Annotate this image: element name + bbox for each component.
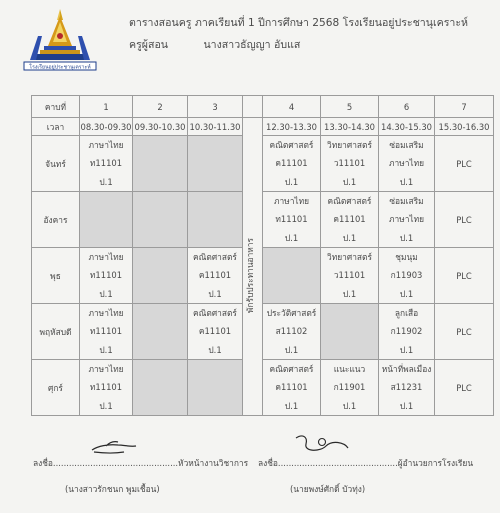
signature-left <box>88 436 148 458</box>
class-slot <box>188 304 243 360</box>
class-slot <box>188 248 243 304</box>
grade-level: ป.1 <box>284 400 299 411</box>
subject-name: ชุมนุม <box>395 251 418 262</box>
period-number: 4 <box>263 96 321 118</box>
subject-name: คณิตศาสตร์ <box>193 307 237 318</box>
grade-level: ป.1 <box>399 232 414 243</box>
class-slot-content <box>379 192 434 247</box>
subject-name: คณิตศาสตร์ <box>193 251 237 262</box>
grade-level: ป.1 <box>208 288 222 299</box>
day-name: พุธ <box>32 248 80 304</box>
course-code: ก11902 <box>390 326 423 337</box>
class-slot-content <box>80 304 132 359</box>
subject-name: ลูกเสือ <box>394 307 419 318</box>
grade-level: ป.1 <box>284 176 299 187</box>
empty-slot <box>188 136 243 192</box>
class-slot-content <box>321 192 378 247</box>
plc-slot: PLC <box>435 304 494 360</box>
day-name: จันทร์ <box>32 136 80 192</box>
subject-name: หน้าที่พลเมือง <box>381 363 432 374</box>
grade-level: ป.1 <box>399 400 414 411</box>
class-slot <box>263 304 321 360</box>
signature-right-line: ลงชื่อ.............................................ผู้อำนวยการโรงเรียน <box>258 458 474 468</box>
plc-slot: PLC <box>435 248 494 304</box>
empty-slot <box>80 192 133 248</box>
subject-name: ภาษาไทย <box>88 363 124 374</box>
grade-level: ป.1 <box>208 344 222 355</box>
course-code: ท11101 <box>275 214 308 225</box>
class-slot-content <box>80 360 132 415</box>
class-slot-content <box>263 360 320 415</box>
course-code: ก11903 <box>390 270 423 281</box>
period-number: 2 <box>133 96 188 118</box>
course-code: ท11101 <box>89 326 123 337</box>
class-slot <box>379 304 435 360</box>
class-slot-content <box>321 360 378 415</box>
time-label: เวลา <box>32 118 80 136</box>
grade-level: ป.1 <box>342 232 357 243</box>
time-slot: 14.30-15.30 <box>379 118 435 136</box>
signature-right <box>292 428 352 456</box>
class-slot-content <box>379 248 434 303</box>
time-slot: 09.30-10.30 <box>133 118 188 136</box>
course-code: ค11101 <box>198 270 232 281</box>
time-slot: 08.30-09.30 <box>80 118 133 136</box>
empty-slot <box>263 248 321 304</box>
plc-slot: PLC <box>435 360 494 416</box>
class-slot <box>80 136 133 192</box>
grade-level: ป.1 <box>342 176 357 187</box>
period-number: 5 <box>321 96 379 118</box>
svg-text:โรงเรียนอยู่ประชานุเคราะห์: โรงเรียนอยู่ประชานุเคราะห์ <box>29 64 91 71</box>
grade-level: ป.1 <box>399 344 414 355</box>
class-slot <box>379 192 435 248</box>
subject-name: คณิตศาสตร์ <box>327 195 372 206</box>
empty-slot <box>188 192 243 248</box>
grade-level: ป.1 <box>99 288 113 299</box>
subject-name: ภาษาไทย <box>88 251 124 262</box>
day-row <box>32 136 494 192</box>
period-number: 6 <box>379 96 435 118</box>
class-slot-content <box>263 192 320 247</box>
subject-name: ภาษาไทย <box>88 139 124 150</box>
subject-name: วิทยาศาสตร์ <box>327 251 372 262</box>
period-header-row <box>32 96 494 118</box>
subject-name: วิทยาศาสตร์ <box>327 139 372 150</box>
subject-name: ประวัติศาสตร์ <box>266 307 317 318</box>
lunch-break-label: พักรับประทานอาหาร <box>245 237 255 313</box>
course-code: ก11901 <box>333 382 366 393</box>
day-row <box>32 192 494 248</box>
time-slot: 15.30-16.30 <box>435 118 494 136</box>
class-slot-content <box>379 304 434 359</box>
class-slot <box>80 248 133 304</box>
empty-slot <box>133 136 188 192</box>
period-number: 7 <box>435 96 494 118</box>
class-slot-content <box>321 136 378 191</box>
grade-level: ป.1 <box>399 176 414 187</box>
day-name: ศุกร์ <box>32 360 80 416</box>
subject-name: ภาษาไทย <box>88 307 124 318</box>
period-number: 3 <box>188 96 243 118</box>
grade-level: ป.1 <box>99 400 113 411</box>
grade-level: ป.1 <box>399 288 414 299</box>
subject-name: ซ่อมเสริม <box>389 139 424 150</box>
grade-level: ป.1 <box>342 288 357 299</box>
course-code: ภาษาไทย <box>388 214 425 225</box>
grade-level: ป.1 <box>342 400 357 411</box>
subject-name: คณิตศาสตร์ <box>269 363 314 374</box>
time-slot: 12.30-13.30 <box>263 118 321 136</box>
day-row <box>32 360 494 416</box>
class-slot-content <box>321 248 378 303</box>
class-slot-content <box>80 136 132 191</box>
teacher-line <box>129 36 300 53</box>
course-code: ค11101 <box>275 158 308 169</box>
class-slot <box>379 136 435 192</box>
course-code: ค11101 <box>333 214 366 225</box>
empty-slot <box>188 360 243 416</box>
day-name: พฤหัสบดี <box>32 304 80 360</box>
lunch-gap <box>243 96 263 118</box>
teacher-label: ครูผู้สอน <box>129 39 169 51</box>
class-slot <box>379 360 435 416</box>
class-slot <box>321 136 379 192</box>
plc-slot: PLC <box>435 192 494 248</box>
class-slot-content <box>263 136 320 191</box>
class-slot <box>263 360 321 416</box>
school-logo <box>22 6 98 72</box>
empty-slot <box>133 248 188 304</box>
class-slot <box>321 248 379 304</box>
document-title: ตารางสอนครู ภาคเรียนที่ 1 ปีการศึกษา 2568 โรงเรียนอยู่ประชานุเคราะห์ <box>129 17 469 29</box>
lunch-break-cell <box>243 136 263 416</box>
course-code: ภาษาไทย <box>388 158 425 169</box>
empty-slot <box>133 192 188 248</box>
class-slot-content <box>80 248 132 303</box>
subject-name: ซ่อมเสริม <box>389 195 424 206</box>
course-code: ส11231 <box>390 382 423 393</box>
class-slot-content <box>188 248 242 303</box>
signature-right-name: (นายพงษ์ศักดิ์ บัวทุ่ง) <box>290 484 366 494</box>
course-code: ค11101 <box>198 326 232 337</box>
class-slot <box>80 304 133 360</box>
course-code: ส11102 <box>275 326 308 337</box>
course-code: ท11101 <box>89 382 123 393</box>
signature-left-name: (นางสาวรักชนก พูมเชื้อน) <box>65 484 160 494</box>
empty-slot <box>133 360 188 416</box>
day-name: อังคาร <box>32 192 80 248</box>
course-code: ว11101 <box>333 270 366 281</box>
time-slot: 13.30-14.30 <box>321 118 379 136</box>
class-slot <box>321 360 379 416</box>
plc-slot: PLC <box>435 136 494 192</box>
class-slot-content <box>263 304 320 359</box>
grade-level: ป.1 <box>284 232 299 243</box>
course-code: ค11101 <box>275 382 308 393</box>
class-slot <box>263 136 321 192</box>
subject-name: ภาษาไทย <box>273 195 310 206</box>
empty-slot <box>133 304 188 360</box>
subject-name: แนะแนว <box>333 363 366 374</box>
period-number: 1 <box>80 96 133 118</box>
time-slot: 10.30-11.30 <box>188 118 243 136</box>
class-slot-content <box>188 304 242 359</box>
course-code: ว11101 <box>333 158 366 169</box>
lunch-gap <box>243 118 263 136</box>
day-row <box>32 248 494 304</box>
grade-level: ป.1 <box>284 344 299 355</box>
class-slot-content <box>379 136 434 191</box>
grade-level: ป.1 <box>99 176 113 187</box>
signature-left-line: ลงชื่อ...............................................หัวหน้างานวิชาการ <box>33 458 249 468</box>
course-code: ท11101 <box>89 158 123 169</box>
class-slot <box>263 192 321 248</box>
class-slot <box>321 192 379 248</box>
class-slot <box>379 248 435 304</box>
time-header-row <box>32 118 494 136</box>
day-row <box>32 304 494 360</box>
subject-name: คณิตศาสตร์ <box>269 139 314 150</box>
class-slot <box>80 360 133 416</box>
teacher-name: นางสาวธัญญา อับแส <box>203 39 301 51</box>
course-code: ท11101 <box>89 270 123 281</box>
class-slot-content <box>379 360 434 415</box>
empty-slot <box>321 304 379 360</box>
schedule-table <box>31 95 494 416</box>
period-label: คาบที่ <box>32 96 80 118</box>
grade-level: ป.1 <box>99 344 113 355</box>
